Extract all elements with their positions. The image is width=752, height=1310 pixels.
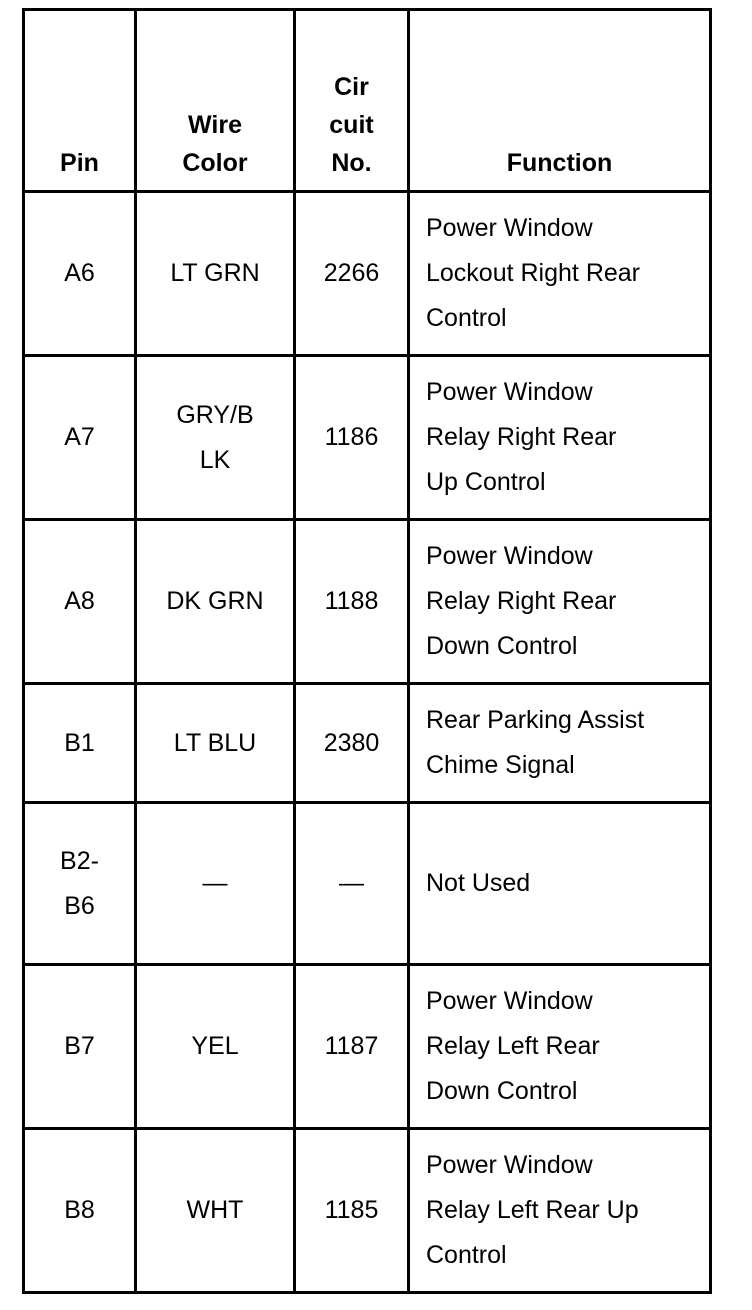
table-row — [24, 684, 711, 803]
wire-color-cell-line: — — [202, 869, 228, 897]
function-cell-line: Lockout Right Rear — [426, 259, 641, 287]
function-cell-line: Relay Right Rear — [426, 587, 617, 615]
wire-color-cell — [136, 356, 295, 520]
pin-cell — [24, 684, 136, 803]
wire-color-cell-line: DK GRN — [166, 587, 264, 615]
header-wire-color-line: Color — [182, 149, 248, 177]
table-header-row — [24, 10, 711, 192]
header-pin — [24, 10, 136, 192]
function-cell-line: Control — [426, 1241, 507, 1269]
circuit-number-cell: 2380 — [295, 684, 409, 803]
wire-color-cell — [136, 520, 295, 684]
wire-color-cell — [136, 803, 295, 965]
function-cell-line: Up Control — [426, 468, 546, 496]
header-circuit-line: No. — [331, 149, 372, 177]
function-cell-line: Power Window — [426, 987, 593, 1015]
function-cell — [409, 520, 711, 684]
circuit-number-cell: 1187 — [295, 965, 409, 1129]
table-row — [24, 356, 711, 520]
function-cell-line: Power Window — [426, 214, 593, 242]
header-wire-color-line: Wire — [188, 111, 242, 139]
function-cell-line: Control — [426, 304, 507, 332]
pin-cell-line: B2- — [60, 846, 99, 875]
header-function-label: Function — [506, 149, 613, 177]
table-body — [24, 192, 711, 1293]
header-wire-color — [136, 10, 295, 192]
function-cell — [409, 803, 711, 965]
function-cell — [409, 192, 711, 356]
wire-color-cell-line: LK — [199, 445, 231, 474]
function-cell-line: Down Control — [426, 632, 578, 660]
circuit-number-cell: 1185 — [295, 1129, 409, 1293]
wire-color-cell-line: LT GRN — [170, 259, 260, 287]
circuit-number-cell: — — [295, 803, 409, 965]
table-row — [24, 965, 711, 1129]
wire-color-cell-line: LT BLU — [173, 728, 257, 757]
pin-cell — [24, 803, 136, 965]
pin-cell — [24, 1129, 136, 1293]
wire-color-cell-line: GRY/B — [176, 400, 254, 429]
header-circuit-line: cuit — [329, 111, 374, 139]
function-cell-line: Rear Parking Assist — [426, 706, 645, 734]
pin-cell-line: B1 — [64, 728, 95, 757]
function-cell-line: Power Window — [426, 378, 593, 406]
header-function — [409, 10, 711, 192]
function-cell — [409, 965, 711, 1129]
table-row — [24, 192, 711, 356]
pin-cell-line: B8 — [64, 1196, 95, 1224]
function-cell-line: Down Control — [426, 1077, 578, 1105]
header-circuit-line: Cir — [334, 73, 369, 101]
pin-cell — [24, 192, 136, 356]
pin-function-table — [22, 8, 712, 1294]
pin-cell-line: B6 — [64, 891, 95, 920]
pin-cell — [24, 520, 136, 684]
wire-color-cell-line: YEL — [191, 1032, 239, 1060]
pin-cell — [24, 965, 136, 1129]
circuit-number-cell: 2266 — [295, 192, 409, 356]
function-cell-line: Relay Left Rear Up — [426, 1196, 639, 1224]
wire-color-cell — [136, 684, 295, 803]
circuit-number-cell: 1188 — [295, 520, 409, 684]
header-pin-label: Pin — [60, 149, 99, 177]
wire-color-cell — [136, 965, 295, 1129]
function-cell-line: Power Window — [426, 542, 593, 570]
function-cell-line: Relay Right Rear — [426, 423, 617, 451]
function-cell — [409, 1129, 711, 1293]
table-row — [24, 803, 711, 965]
pin-cell-line: A7 — [64, 423, 95, 451]
header-circuit-number — [295, 10, 409, 192]
function-cell-line: Relay Left Rear — [426, 1032, 600, 1060]
circuit-number-cell: 1186 — [295, 356, 409, 520]
wire-color-cell — [136, 1129, 295, 1293]
table-row — [24, 1129, 711, 1293]
function-cell — [409, 356, 711, 520]
pin-cell — [24, 356, 136, 520]
function-cell-line: Not Used — [426, 869, 531, 897]
function-cell-line: Chime Signal — [426, 751, 575, 779]
function-cell — [409, 684, 711, 803]
function-cell-line: Power Window — [426, 1151, 593, 1179]
wire-color-cell — [136, 192, 295, 356]
wire-color-cell-line: WHT — [186, 1196, 244, 1224]
table-row — [24, 520, 711, 684]
pin-cell-line: B7 — [64, 1032, 95, 1060]
pin-cell-line: A6 — [64, 259, 95, 287]
pin-cell-line: A8 — [64, 587, 95, 615]
